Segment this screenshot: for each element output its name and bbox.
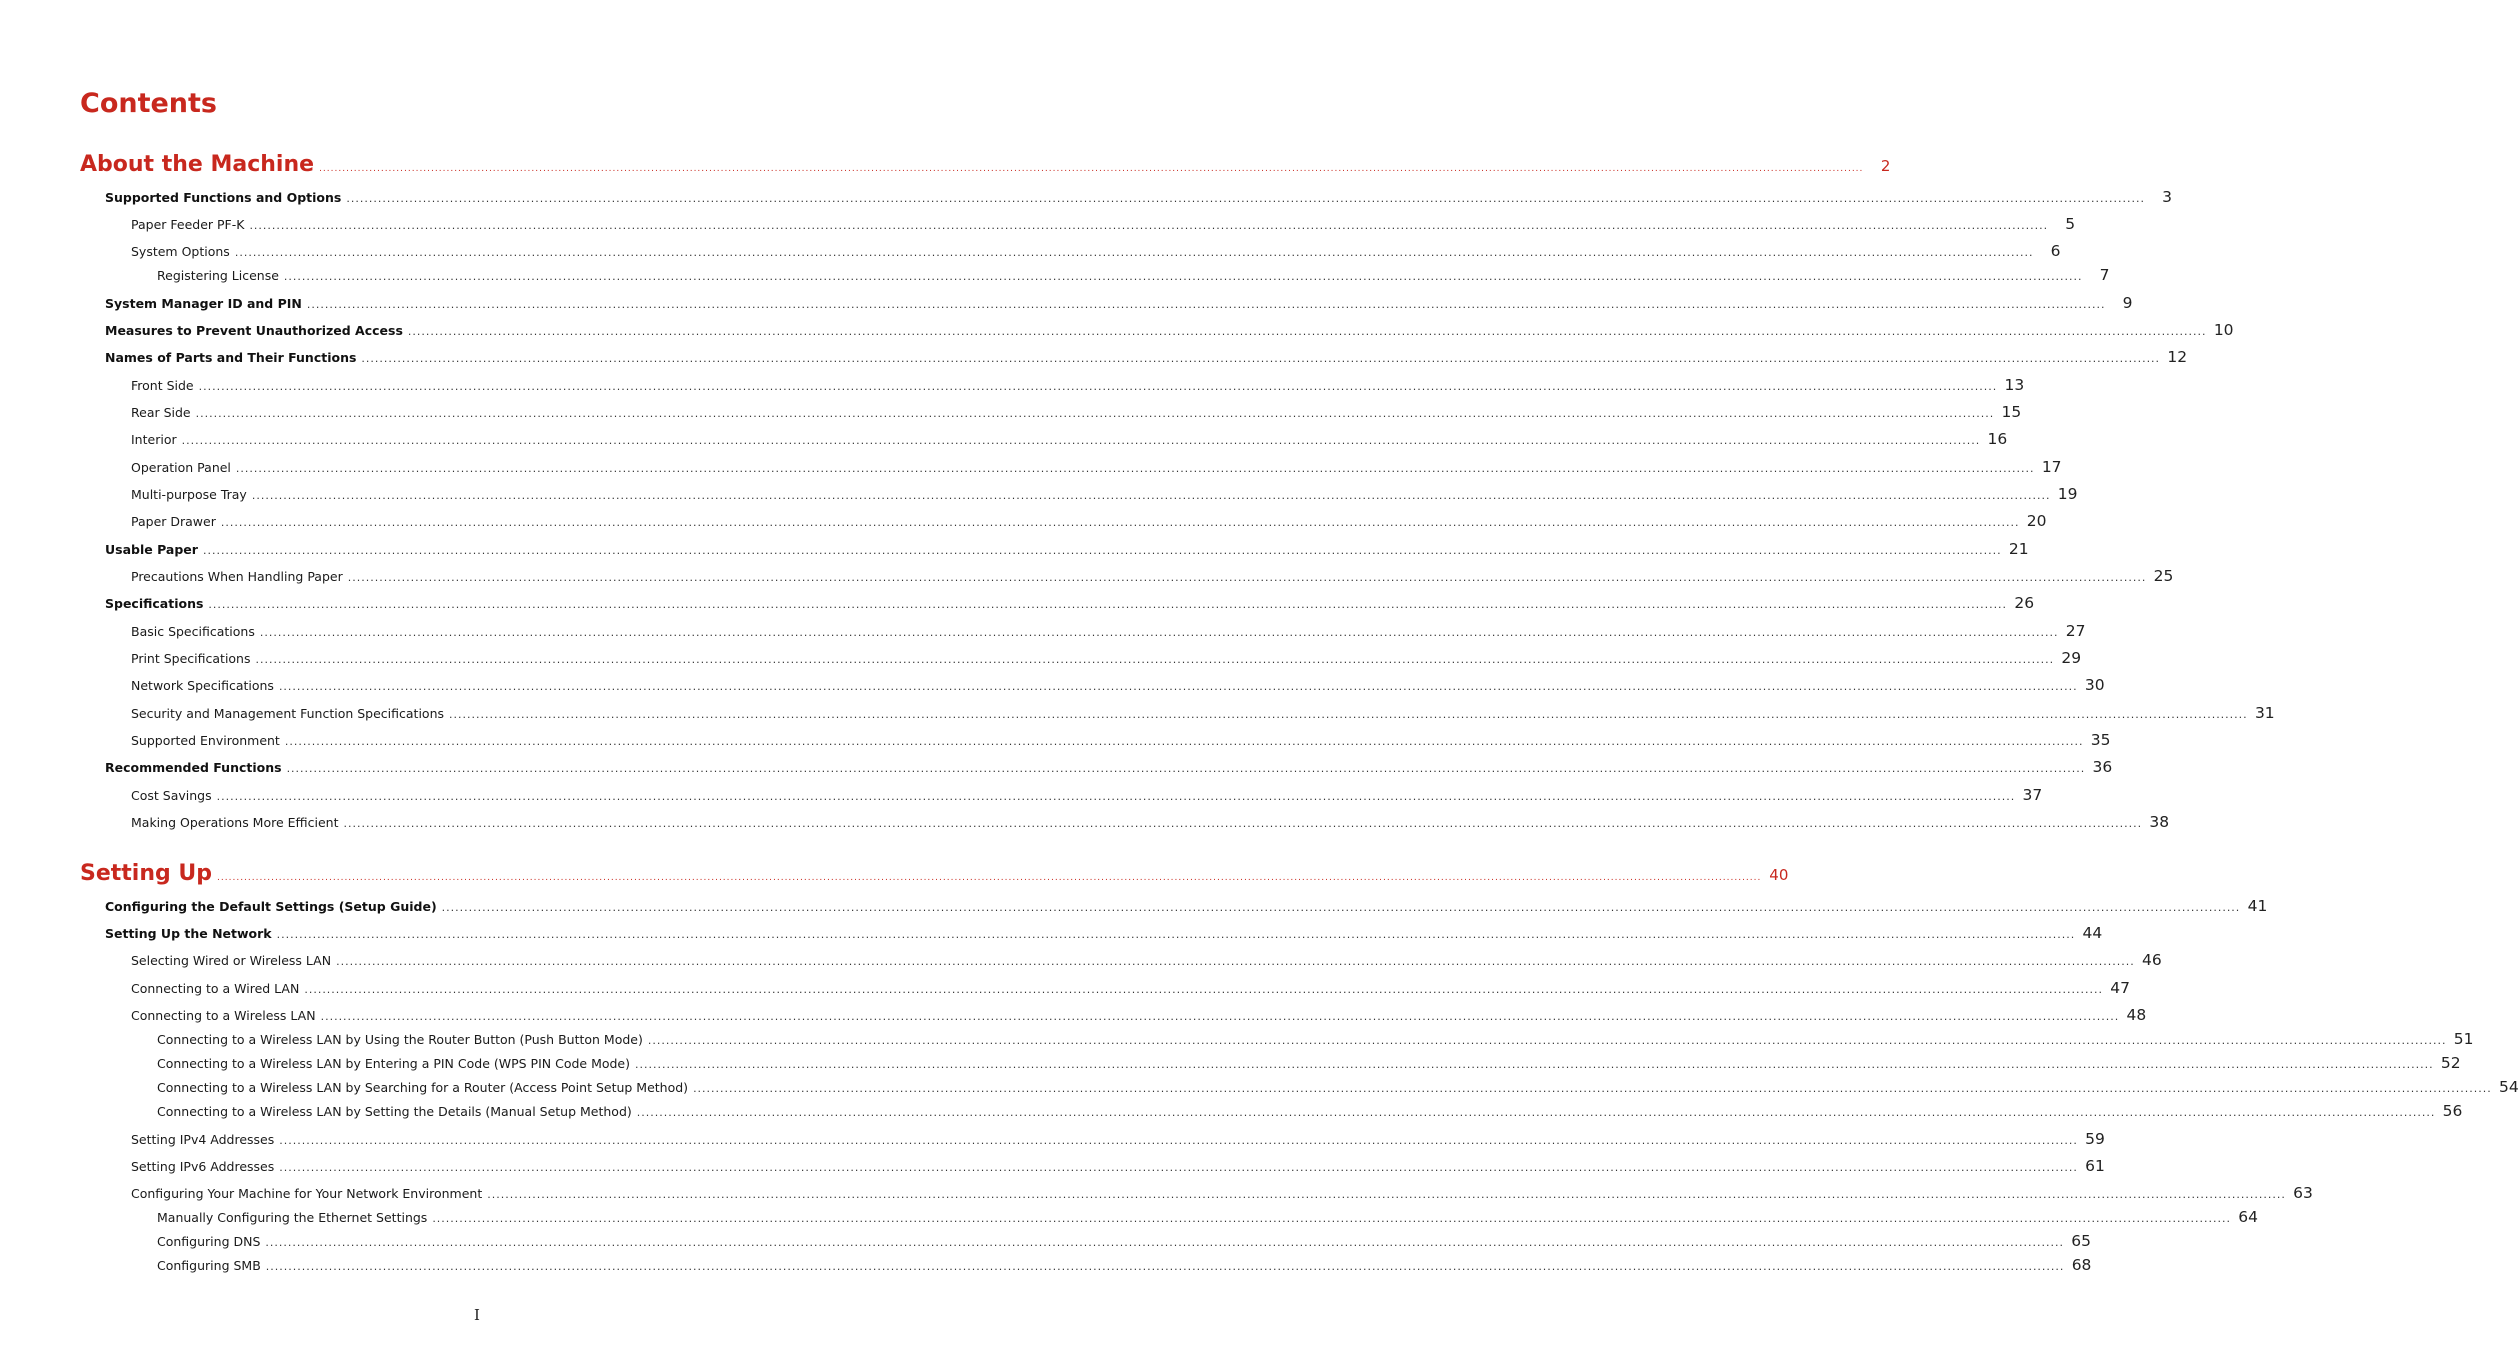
toc-page-number: 20 [2026, 512, 2047, 530]
toc-entry-label: Configuring the Default Settings (Setup Guide) [105, 899, 437, 914]
toc-entry-label: Network Specifications [131, 678, 274, 693]
toc-leader-dots: ................................................................................................................................................................................................................................................................................................................................................................................................................ [278, 680, 2078, 693]
toc-leader-dots: ................................................................................................................................................................................................................................................................................................................................................................................................................ [259, 626, 2059, 639]
toc-page-number: 48 [2126, 1006, 2147, 1024]
toc-leader-dots: ................................................................................................................................................................................................................................................................................................................................................................................................................ [343, 817, 2143, 830]
toc-entry-label: Connecting to a Wireless LAN by Using the Router Button (Push Button Mode) [157, 1032, 643, 1047]
toc-entry-label: Supported Functions and Options [105, 190, 342, 205]
toc-leader-dots: ................................................................................................................................................................................................................................................................................................................................................................................................................ [347, 571, 2147, 584]
toc-entry[interactable] [0, 512, 2047, 532]
toc-page-number: 46 [2141, 951, 2162, 969]
toc-entry[interactable] [0, 1232, 2092, 1252]
toc-leader-dots: ................................................................................................................................................................................................................................................................................................................................................................................................................ [647, 1034, 2447, 1047]
toc-page-number: 17 [2041, 458, 2062, 476]
toc-entry-label: Rear Side [131, 405, 191, 420]
toc-entry-label: System Options [131, 244, 230, 259]
toc-entry[interactable] [0, 649, 2082, 669]
toc-leader-dots: ................................................................................................................................................................................................................................................................................................................................................................................................................ [235, 462, 2035, 475]
toc-entry-label: Setting IPv4 Addresses [131, 1132, 275, 1147]
toc-leader-dots: ................................................................................................................................................................................................................................................................................................................................................................................................................ [216, 790, 2016, 803]
toc-page-number: 59 [2085, 1130, 2105, 1148]
toc-entry-label: Selecting Wired or Wireless LAN [131, 953, 332, 968]
toc-entry[interactable] [0, 321, 2234, 341]
toc-entry[interactable] [0, 979, 2130, 999]
toc-leader-dots: ................................................................................................................................................................................................................................................................................................................................................................................................................ [265, 1260, 2065, 1273]
toc-entry-label: Setting IPv6 Addresses [131, 1159, 275, 1174]
toc-page-number: 68 [2071, 1256, 2092, 1274]
toc-leader-dots: ................................................................................................................................................................................................................................................................................................................................................................................................................ [234, 246, 2034, 259]
toc-page-number: 5 [2065, 215, 2076, 233]
toc-leader-dots: ................................................................................................................................................................................................................................................................................................................................................................................................................ [198, 380, 1998, 393]
toc-leader-dots: ................................................................................................................................................................................................................................................................................................................................................................................................................ [265, 1236, 2065, 1249]
toc-leader-dots: ................................................................................................................................................................................................................................................................................................................................................................................................................ [251, 489, 2051, 502]
toc-leader-dots: ................................................................................................................................................................................................................................................................................................................................................................................................................ [181, 434, 1981, 447]
toc-entry-label: About the Machine [80, 152, 315, 177]
toc-page-number: 36 [2092, 758, 2113, 776]
toc-entry-label: Configuring SMB [157, 1258, 261, 1273]
toc-entry-label: Configuring DNS [157, 1234, 261, 1249]
toc-entry[interactable] [0, 215, 2076, 235]
toc-leader-dots: ................................................................................................................................................................................................................................................................................................................................................................................................................ [284, 735, 2084, 748]
toc-entry[interactable] [0, 813, 2170, 833]
toc-entry-label: Multi-purpose Tray [131, 487, 247, 502]
toc-entry-label: Setting Up the Network [105, 926, 272, 941]
toc-page-number: 44 [2082, 924, 2103, 942]
toc-entry-label: Front Side [131, 378, 194, 393]
toc-entry[interactable] [0, 704, 2275, 724]
toc-entry[interactable] [0, 458, 2062, 478]
toc-leader-dots: ................................................................................................................................................................................................................................................................................................................................................................................................................ [441, 901, 2241, 914]
toc-page-number: 19 [2057, 485, 2078, 503]
toc-chapter[interactable] [0, 152, 1891, 182]
toc-leader-dots: ................................................................................................................................................................................................................................................................................................................................................................................................................ [346, 192, 2145, 205]
toc-leader-dots: ................................................................................................................................................................................................................................................................................................................................................................................................................ [208, 598, 2008, 611]
toc-entry[interactable] [0, 622, 2086, 642]
toc-entry-label: Connecting to a Wireless LAN by Searching for a Router (Access Point Setup Method) [157, 1080, 689, 1095]
toc-entry-label: Supported Environment [131, 733, 280, 748]
toc-entry[interactable] [0, 951, 2162, 971]
toc-page-number: 56 [2442, 1102, 2463, 1120]
toc-page-number: 6 [2050, 242, 2061, 260]
toc-entry[interactable] [0, 1184, 2313, 1204]
toc-entry-label: Specifications [105, 596, 204, 611]
toc-leader-dots: ................................................................................................................................................................................................................................................................................................................................................................................................................ [306, 298, 2106, 311]
toc-entry[interactable] [0, 897, 2268, 917]
toc-entry-label: Security and Management Function Specifications [131, 706, 445, 721]
toc-entry-label: Precautions When Handling Paper [131, 569, 343, 584]
toc-page-number: 10 [2213, 321, 2234, 339]
toc-entry[interactable] [0, 485, 2078, 505]
toc-leader-dots: ................................................................................................................................................................................................................................................................................................................................................................................................................ [304, 983, 2103, 996]
toc-leader-dots: ................................................................................................................................................................................................................................................................................................................................................................................................................ [361, 352, 2161, 365]
toc-leader-dots: ................................................................................................................................................................................................................................................................................................................................................................................................................ [283, 270, 2083, 283]
toc-page-number: 61 [2085, 1157, 2105, 1175]
toc-leader-dots: ................................................................................................................................................................................................................................................................................................................................................................................................................ [217, 873, 1762, 883]
toc-page-number: 41 [2247, 897, 2268, 915]
toc-entry-label: Cost Savings [131, 788, 212, 803]
page-number: I [474, 1306, 480, 1324]
toc-page-number: 65 [2071, 1232, 2092, 1250]
toc-leader-dots: ................................................................................................................................................................................................................................................................................................................................................................................................................ [320, 1010, 2120, 1023]
toc-entry[interactable] [0, 1078, 2519, 1098]
toc-entry[interactable] [0, 1208, 2258, 1228]
toc-entry[interactable] [0, 1130, 2105, 1150]
toc-page-number: 21 [2008, 540, 2029, 558]
toc-leader-dots: ................................................................................................................................................................................................................................................................................................................................................................................................................ [336, 955, 2135, 968]
toc-entry-label: Registering License [157, 268, 279, 283]
toc-page-number: 64 [2238, 1208, 2258, 1226]
page-title: Contents [80, 88, 218, 119]
toc-entry[interactable] [0, 1256, 2092, 1276]
toc-leader-dots: ................................................................................................................................................................................................................................................................................................................................................................................................................ [407, 325, 2207, 338]
toc-entry[interactable] [0, 266, 2110, 286]
toc-leader-dots: ................................................................................................................................................................................................................................................................................................................................................................................................................ [319, 164, 1864, 174]
toc-entry-label: Connecting to a Wireless LAN by Entering a PIN Code (WPS PIN Code Mode) [157, 1056, 630, 1071]
toc-entry-label: Measures to Prevent Unauthorized Access [105, 323, 403, 338]
toc-entry[interactable] [0, 594, 2035, 614]
toc-entry-label: Making Operations More Efficient [131, 815, 339, 830]
toc-entry-label: Operation Panel [131, 460, 231, 475]
toc-entry[interactable] [0, 188, 2172, 208]
toc-leader-dots: ................................................................................................................................................................................................................................................................................................................................................................................................................ [279, 1161, 2078, 1174]
toc-page-number: 47 [2110, 979, 2130, 997]
toc-page-number: 30 [2084, 676, 2105, 694]
toc-entry-label: Usable Paper [105, 542, 198, 557]
toc-page-number: 2 [1880, 157, 1891, 175]
toc-entry[interactable] [0, 430, 2008, 450]
toc-entry[interactable] [0, 1006, 2147, 1026]
toc-page-number: 13 [2004, 376, 2025, 394]
toc-page-number: 51 [2453, 1030, 2474, 1048]
toc-page-number: 12 [2167, 348, 2188, 366]
toc-entry-label: Setting Up [80, 861, 213, 886]
toc-page-number: 26 [2014, 594, 2035, 612]
toc-entry-label: System Manager ID and PIN [105, 296, 302, 311]
toc-entry-label: Paper Drawer [131, 514, 216, 529]
toc-entry-label: Interior [131, 432, 177, 447]
toc-leader-dots: ................................................................................................................................................................................................................................................................................................................................................................................................................ [635, 1058, 2434, 1071]
toc-entry[interactable] [0, 758, 2113, 778]
toc-leader-dots: ................................................................................................................................................................................................................................................................................................................................................................................................................ [286, 762, 2086, 775]
toc-page-number: 15 [2001, 403, 2022, 421]
toc-leader-dots: ................................................................................................................................................................................................................................................................................................................................................................................................................ [487, 1188, 2286, 1201]
toc-entry[interactable] [0, 924, 2103, 944]
toc-page-number: 3 [2162, 188, 2172, 206]
toc-page-number: 38 [2149, 813, 2170, 831]
toc-entry-label: Recommended Functions [105, 760, 282, 775]
toc-page-number: 40 [1769, 866, 1789, 884]
toc-page-number: 31 [2254, 704, 2275, 722]
toc-entry-label: Connecting to a Wireless LAN [131, 1008, 316, 1023]
toc-entry-label: Names of Parts and Their Functions [105, 350, 357, 365]
toc-page-number: 29 [2061, 649, 2082, 667]
toc-leader-dots: ................................................................................................................................................................................................................................................................................................................................................................................................................ [202, 544, 2002, 557]
toc-entry[interactable] [0, 1157, 2105, 1177]
toc-entry[interactable] [0, 376, 2025, 396]
toc-entry-label: Print Specifications [131, 651, 251, 666]
toc-entry[interactable] [0, 348, 2188, 368]
toc-page-number: 25 [2153, 567, 2174, 585]
toc-leader-dots: ................................................................................................................................................................................................................................................................................................................................................................................................................ [249, 219, 2049, 232]
toc-page-number: 27 [2065, 622, 2086, 640]
toc-leader-dots: ................................................................................................................................................................................................................................................................................................................................................................................................................ [432, 1212, 2231, 1225]
toc-page-number: 35 [2090, 731, 2111, 749]
toc-leader-dots: ................................................................................................................................................................................................................................................................................................................................................................................................................ [636, 1106, 2436, 1119]
toc-entry-label: Paper Feeder PF-K [131, 217, 245, 232]
toc-page-number: 52 [2440, 1054, 2461, 1072]
toc-entry-label: Manually Configuring the Ethernet Settings [157, 1210, 428, 1225]
toc-leader-dots: ................................................................................................................................................................................................................................................................................................................................................................................................................ [693, 1082, 2492, 1095]
toc-entry[interactable] [0, 731, 2111, 751]
toc-entry[interactable] [0, 403, 2022, 423]
toc-entry[interactable] [0, 1030, 2474, 1050]
toc-leader-dots: ................................................................................................................................................................................................................................................................................................................................................................................................................ [279, 1134, 2078, 1147]
toc-leader-dots: ................................................................................................................................................................................................................................................................................................................................................................................................................ [220, 516, 2020, 529]
toc-entry[interactable] [0, 1054, 2461, 1074]
toc-leader-dots: ................................................................................................................................................................................................................................................................................................................................................................................................................ [195, 407, 1995, 420]
toc-entry[interactable] [0, 676, 2105, 696]
toc-entry[interactable] [0, 540, 2029, 560]
toc-chapter[interactable] [0, 861, 1789, 891]
toc-page-number: 16 [1987, 430, 2008, 448]
toc-entry-label: Basic Specifications [131, 624, 255, 639]
toc-entry[interactable] [0, 242, 2061, 262]
toc-entry-label: Connecting to a Wireless LAN by Setting the Details (Manual Setup Method) [157, 1104, 632, 1119]
toc-page-number: 63 [2293, 1184, 2313, 1202]
toc-entry[interactable] [0, 1102, 2463, 1122]
toc-entry-label: Configuring Your Machine for Your Network Environment [131, 1186, 483, 1201]
toc-page-number: 7 [2099, 266, 2110, 284]
toc-page-number: 37 [2022, 786, 2043, 804]
toc-entry[interactable] [0, 294, 2133, 314]
toc-leader-dots: ................................................................................................................................................................................................................................................................................................................................................................................................................ [276, 928, 2076, 941]
toc-entry-label: Connecting to a Wired LAN [131, 981, 300, 996]
toc-page-number: 54 [2498, 1078, 2519, 1096]
toc-leader-dots: ................................................................................................................................................................................................................................................................................................................................................................................................................ [449, 708, 2248, 721]
toc-entry[interactable] [0, 567, 2174, 587]
toc-leader-dots: ................................................................................................................................................................................................................................................................................................................................................................................................................ [255, 653, 2055, 666]
toc-page-number: 9 [2122, 294, 2133, 312]
toc-entry[interactable] [0, 786, 2043, 806]
